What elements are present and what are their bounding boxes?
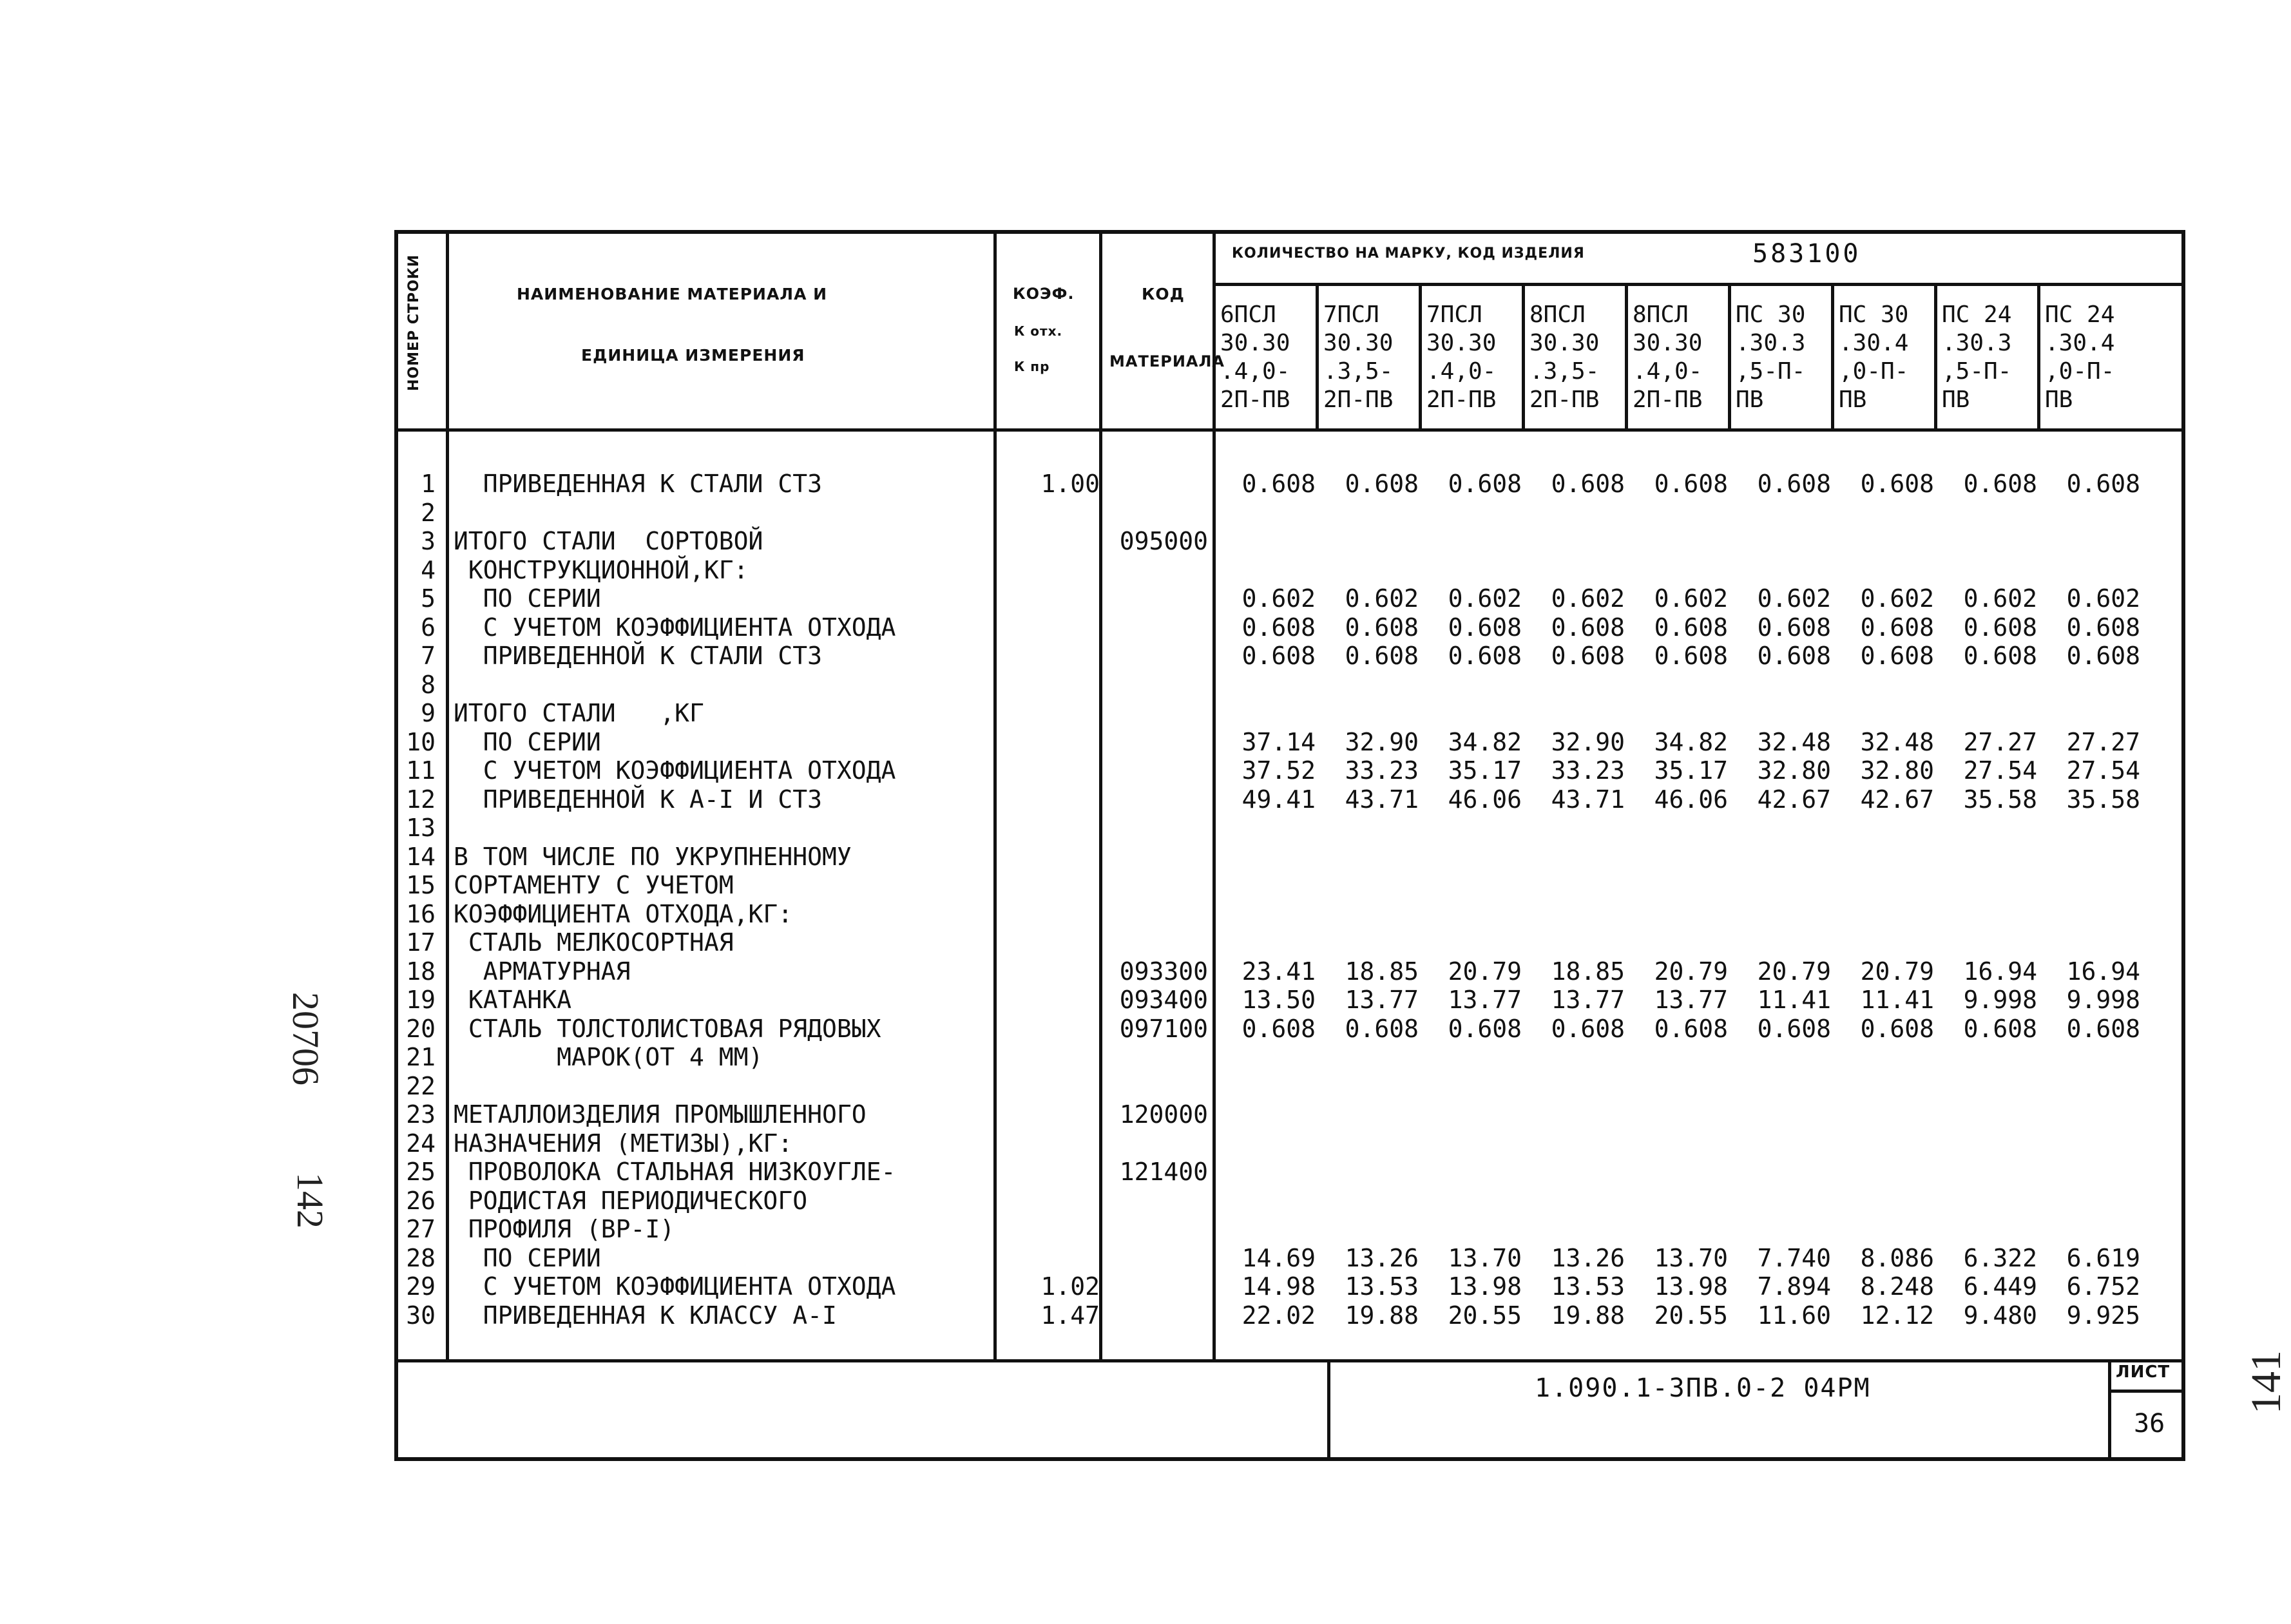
column-header-line: 2П-ПВ [1220, 387, 1290, 413]
row-number: 3 [421, 527, 436, 555]
quantity-value: 0.608 [1345, 613, 1419, 642]
table-row [394, 1100, 2185, 1129]
quantity-value: 0.608 [1963, 1014, 2037, 1043]
quantity-value: 0.602 [1757, 584, 1831, 613]
table-row [394, 470, 2185, 498]
quantity-value: 0.602 [1654, 584, 1728, 613]
quantity-value: 0.608 [2066, 470, 2140, 498]
name-header-line1: НАИМЕНОВАНИЕ МАТЕРИАЛА И [517, 285, 828, 303]
material-name: С УЧЕТОМ КОЭФФИЦИЕНТА ОТХОДА [454, 756, 896, 785]
table-row [394, 1215, 2185, 1243]
row-number: 17 [406, 928, 436, 957]
table-row [394, 986, 2185, 1014]
table-row [394, 613, 2185, 642]
row-number: 22 [406, 1071, 436, 1100]
row-number: 7 [421, 642, 436, 670]
material-code: 093300 [1119, 957, 1208, 986]
margin-note-left-a: 20706 [285, 992, 327, 1085]
quantity-value: 46.06 [1448, 785, 1522, 814]
quantity-value: 49.41 [1241, 785, 1316, 814]
quantity-value: 0.608 [1860, 613, 1934, 642]
row-number: 19 [406, 986, 436, 1014]
column-header-line: ПВ [1942, 387, 1970, 413]
column-header-line: 6ПСЛ [1220, 301, 1276, 328]
quantity-value: 0.602 [1963, 584, 2037, 613]
quantity-value: 16.94 [1963, 957, 2037, 986]
quantity-value: 43.71 [1551, 785, 1625, 814]
material-name: ПРОФИЛЯ (ВР-I) [454, 1215, 675, 1243]
quantity-value: 0.608 [1654, 470, 1728, 498]
column-header-line: ПС 30 [1736, 301, 1806, 328]
column-header-line: ПВ [1839, 387, 1867, 413]
column-header-line: 7ПСЛ [1426, 301, 1482, 328]
quantity-value: 0.608 [1448, 613, 1522, 642]
quantity-value: 0.608 [1757, 642, 1831, 670]
table-row [394, 756, 2185, 785]
quantity-value: 0.608 [1448, 642, 1522, 670]
column-header-line: .3,5- [1529, 358, 1600, 385]
row-number: 20 [406, 1014, 436, 1043]
coefficient: 1.02 [1040, 1272, 1100, 1301]
coef-header-line2: К отх. [1014, 323, 1063, 339]
column-header-line: 30.30 [1426, 330, 1497, 356]
quantity-value: 0.608 [1345, 470, 1419, 498]
quantity-value: 13.77 [1551, 986, 1625, 1014]
column-header-line: ,5-П- [1736, 358, 1806, 385]
margin-note-left-b: 142 [289, 1172, 331, 1228]
quantity-value: 43.71 [1345, 785, 1419, 814]
quantity-value: 37.14 [1241, 727, 1316, 756]
name-header-line2: ЕДИНИЦА ИЗМЕРЕНИЯ [581, 346, 805, 365]
coef-header-line1: КОЭФ. [1013, 285, 1075, 303]
material-name: ПРИВЕДЕННОЙ К А-I И СТЗ [454, 785, 822, 814]
quantity-value: 32.80 [1757, 756, 1831, 785]
quantity-value: 0.602 [1241, 584, 1316, 613]
row-number: 24 [406, 1129, 436, 1158]
sheetbox-line [2108, 1390, 2185, 1393]
quantity-value: 0.608 [1241, 642, 1316, 670]
row-number: 26 [406, 1186, 436, 1215]
sheet-number: 36 [2134, 1409, 2165, 1438]
coefficient: 1.00 [1040, 470, 1100, 498]
quantity-value: 7.894 [1757, 1272, 1831, 1301]
row-number: 25 [406, 1158, 436, 1186]
document-sheet [394, 230, 2187, 1462]
column-header [1839, 301, 1935, 414]
quantity-value: 9.998 [2066, 986, 2140, 1014]
quantity-value: 0.608 [1551, 1014, 1625, 1043]
material-name: КОНСТРУКЦИОННОЙ,КГ: [454, 555, 749, 584]
quantity-value: 33.23 [1345, 756, 1419, 785]
quantity-value: 0.602 [2066, 584, 2140, 613]
material-name: МЕТАЛЛОИЗДЕЛИЯ ПРОМЫШЛЕННОГО [454, 1100, 867, 1129]
quantity-value: 14.69 [1241, 1243, 1316, 1272]
table-row [394, 642, 2185, 670]
coef-header-line3: К пр [1014, 359, 1050, 374]
column-header-line: 2П-ПВ [1529, 387, 1600, 413]
quantity-value: 35.58 [1963, 785, 2037, 814]
material-code: 097100 [1119, 1014, 1208, 1043]
column-header-line: ПС 30 [1839, 301, 1909, 328]
material-name: ПРОВОЛОКА СТАЛЬНАЯ НИЗКОУГЛЕ- [454, 1158, 896, 1186]
margin-note-right: 141 [2243, 1350, 2290, 1414]
titleblock-divider [1327, 1359, 1330, 1461]
quantity-value: 18.85 [1551, 957, 1625, 986]
quantity-value: 0.608 [1448, 1014, 1522, 1043]
table-row [394, 1272, 2185, 1301]
quantity-value: 0.608 [1757, 470, 1831, 498]
quantity-value: 6.449 [1963, 1272, 2037, 1301]
material-name: СТАЛЬ МЕЛКОСОРТНАЯ [454, 928, 734, 957]
quantity-value: 0.602 [1551, 584, 1625, 613]
quantity-value: 0.608 [1963, 642, 2037, 670]
material-code: 120000 [1119, 1100, 1208, 1129]
quantity-value: 6.752 [2066, 1272, 2140, 1301]
quantity-value: 0.608 [1654, 642, 1728, 670]
table-row [394, 957, 2185, 986]
material-name: С УЧЕТОМ КОЭФФИЦИЕНТА ОТХОДА [454, 1272, 896, 1301]
quantity-value: 42.67 [1860, 785, 1934, 814]
table-row [394, 728, 2185, 756]
quantity-value: 13.26 [1551, 1243, 1625, 1272]
quantity-value: 0.608 [2066, 1014, 2140, 1043]
quantity-value: 20.79 [1654, 957, 1728, 986]
quantity-value: 0.608 [1757, 613, 1831, 642]
quantity-value: 22.02 [1241, 1301, 1316, 1330]
quantity-value: 0.608 [1241, 613, 1316, 642]
material-name: СТАЛЬ ТОЛСТОЛИСТОВАЯ РЯДОВЫХ [454, 1014, 881, 1043]
quantity-value: 0.608 [1551, 642, 1625, 670]
quantity-value: 0.608 [1860, 642, 1934, 670]
material-name: НАЗНАЧЕНИЯ (МЕТИЗЫ),КГ: [454, 1129, 793, 1158]
quantity-value: 0.608 [1963, 470, 2037, 498]
material-name: РОДИСТАЯ ПЕРИОДИЧЕСКОГО [454, 1186, 808, 1215]
qty-header: КОЛИЧЕСТВО НА МАРКУ, КОД ИЗДЕЛИЯ [1232, 245, 1585, 262]
quantity-value: 13.26 [1345, 1243, 1419, 1272]
quantity-value: 35.17 [1448, 756, 1522, 785]
row-number: 11 [406, 756, 436, 785]
quantity-value: 32.80 [1860, 756, 1934, 785]
quantity-value: 11.41 [1860, 986, 1934, 1014]
quantity-value: 35.58 [2066, 785, 2140, 814]
column-header-line: .4,0- [1220, 358, 1290, 385]
quantity-value: 20.79 [1860, 957, 1934, 986]
quantity-value: 6.619 [2066, 1243, 2140, 1272]
quantity-value: 34.82 [1448, 727, 1522, 756]
document-code: 1.090.1-3ПВ.0-2 04РМ [1535, 1373, 1871, 1403]
column-header-line: ПВ [1736, 387, 1764, 413]
column-header-line: 8ПСЛ [1633, 301, 1689, 328]
material-name: ИТОГО СТАЛИ ,КГ [454, 699, 704, 727]
quantity-value: 13.70 [1448, 1243, 1522, 1272]
column-header-line: 2П-ПВ [1323, 387, 1394, 413]
column-header-line: 8ПСЛ [1529, 301, 1586, 328]
quantity-value: 12.12 [1860, 1301, 1934, 1330]
quantity-value: 42.67 [1757, 785, 1831, 814]
table-row [394, 1072, 2185, 1100]
column-header [1942, 301, 2038, 414]
column-header [1736, 301, 1832, 414]
sheet-label: ЛИСТ [2116, 1362, 2171, 1382]
table-row [394, 527, 2185, 555]
quantity-value: 18.85 [1345, 957, 1419, 986]
quantity-value: 0.608 [2066, 613, 2140, 642]
quantity-value: 14.98 [1241, 1272, 1316, 1301]
column-header-line: .4,0- [1426, 358, 1497, 385]
quantity-value: 0.608 [1860, 1014, 1934, 1043]
product-code: 583100 [1752, 239, 1861, 269]
row-number: 18 [406, 957, 436, 986]
table-row [394, 1244, 2185, 1272]
quantity-value: 13.77 [1654, 986, 1728, 1014]
quantity-value: 34.82 [1654, 727, 1728, 756]
quantity-value: 13.53 [1345, 1272, 1419, 1301]
quantity-value: 27.54 [1963, 756, 2037, 785]
quantity-value: 0.608 [1757, 1014, 1831, 1043]
quantity-value: 32.90 [1551, 727, 1625, 756]
quantity-value: 0.608 [1963, 613, 2037, 642]
column-header-line: ,0-П- [1839, 358, 1909, 385]
material-code: 095000 [1119, 527, 1208, 555]
column-header-line: 2П-ПВ [1426, 387, 1497, 413]
column-header [1426, 301, 1523, 414]
row-number: 30 [406, 1301, 436, 1330]
quantity-value: 32.48 [1860, 727, 1934, 756]
row-number: 9 [421, 699, 436, 727]
column-header-line: ПС 24 [2045, 301, 2115, 328]
table-row [394, 1158, 2185, 1186]
row-number: 2 [421, 498, 436, 527]
column-header [2045, 301, 2142, 414]
material-name: ПО СЕРИИ [454, 584, 601, 613]
column-header-line: 30.30 [1220, 330, 1290, 356]
quantity-value: 0.608 [1860, 470, 1934, 498]
quantity-value: 6.322 [1963, 1243, 2037, 1272]
material-name: ПО СЕРИИ [454, 727, 601, 756]
quantity-value: 20.55 [1654, 1301, 1728, 1330]
table-row [394, 785, 2185, 814]
quantity-value: 13.98 [1448, 1272, 1522, 1301]
table-row [394, 814, 2185, 842]
header-bottom-line [394, 428, 2185, 432]
quantity-value: 0.608 [1345, 642, 1419, 670]
quantity-value: 7.740 [1757, 1243, 1831, 1272]
quantity-value: 20.79 [1448, 957, 1522, 986]
table-row [394, 928, 2185, 957]
quantity-value: 16.94 [2066, 957, 2140, 986]
quantity-value: 19.88 [1345, 1301, 1419, 1330]
material-name: ПРИВЕДЕННАЯ К СТАЛИ СТЗ [454, 470, 822, 498]
column-header-line: ПВ [2045, 387, 2073, 413]
coefficient: 1.47 [1040, 1301, 1100, 1330]
row-number: 6 [421, 613, 436, 642]
quantity-value: 27.27 [1963, 727, 2037, 756]
code-header-line2: МАТЕРИАЛА [1109, 352, 1225, 370]
material-name: МАРОК(ОТ 4 ММ) [454, 1043, 763, 1071]
quantity-value: 23.41 [1241, 957, 1316, 986]
column-header-line: .4,0- [1633, 358, 1703, 385]
column-header-line: ,5-П- [1942, 358, 2012, 385]
row-number: 21 [406, 1043, 436, 1071]
quantity-value: 13.98 [1654, 1272, 1728, 1301]
row-number: 28 [406, 1243, 436, 1272]
material-code: 121400 [1119, 1158, 1208, 1186]
quantity-value: 46.06 [1654, 785, 1728, 814]
quantity-value: 32.90 [1345, 727, 1419, 756]
row-number: 12 [406, 785, 436, 814]
body-bottom-line [394, 1359, 2185, 1362]
material-name: ПО СЕРИИ [454, 1243, 601, 1272]
row-number: 10 [406, 727, 436, 756]
quantity-value: 13.77 [1345, 986, 1419, 1014]
column-header [1529, 301, 1626, 414]
quantity-value: 13.50 [1241, 986, 1316, 1014]
quantity-value: 19.88 [1551, 1301, 1625, 1330]
material-name: ИТОГО СТАЛИ СОРТОВОЙ [454, 527, 763, 555]
material-name: В ТОМ ЧИСЛЕ ПО УКРУПНЕННОМУ [454, 842, 852, 871]
quantity-value: 0.602 [1448, 584, 1522, 613]
quantity-value: 27.54 [2066, 756, 2140, 785]
material-name: ПРИВЕДЕННОЙ К СТАЛИ СТЗ [454, 642, 822, 670]
row-number: 23 [406, 1100, 436, 1129]
quantity-value: 35.17 [1654, 756, 1728, 785]
table-row [394, 1187, 2185, 1215]
quantity-value: 8.248 [1860, 1272, 1934, 1301]
column-header [1220, 301, 1317, 414]
quantity-value: 20.55 [1448, 1301, 1522, 1330]
row-number: 16 [406, 899, 436, 928]
table-row [394, 1129, 2185, 1158]
quantity-value: 0.608 [1551, 613, 1625, 642]
quantity-value: 0.608 [1345, 1014, 1419, 1043]
row-number: 29 [406, 1272, 436, 1301]
table-row [394, 1015, 2185, 1043]
quantity-value: 0.602 [1860, 584, 1934, 613]
table-row [394, 900, 2185, 928]
table-row [394, 699, 2185, 727]
quantity-value: 9.998 [1963, 986, 2037, 1014]
material-name: СОРТАМЕНТУ С УЧЕТОМ [454, 871, 734, 899]
row-number: 27 [406, 1215, 436, 1243]
quantity-value: 0.608 [1654, 1014, 1728, 1043]
row-number: 15 [406, 871, 436, 899]
row-number: 1 [421, 470, 436, 498]
column-header [1323, 301, 1420, 414]
material-name: ПРИВЕДЕННАЯ К КЛАССУ А-I [454, 1301, 837, 1330]
table-row [394, 843, 2185, 871]
table-row [394, 499, 2185, 527]
quantity-value: 33.23 [1551, 756, 1625, 785]
material-name: С УЧЕТОМ КОЭФФИЦИЕНТА ОТХОДА [454, 613, 896, 642]
quantity-value: 9.480 [1963, 1301, 2037, 1330]
quantity-value: 32.48 [1757, 727, 1831, 756]
quantity-value: 37.52 [1241, 756, 1316, 785]
column-header-line: 2П-ПВ [1633, 387, 1703, 413]
row-number: 14 [406, 842, 436, 871]
table-row [394, 584, 2185, 613]
material-code: 093400 [1119, 986, 1208, 1014]
column-header-line: .30.3 [1736, 330, 1806, 356]
column-header-line: .3,5- [1323, 358, 1394, 385]
table-row [394, 871, 2185, 899]
column-header [1633, 301, 1729, 414]
column-header-line: 30.30 [1323, 330, 1394, 356]
code-header-line1: КОД [1142, 285, 1185, 303]
table-row [394, 1301, 2185, 1330]
quantity-value: 0.608 [1448, 470, 1522, 498]
material-name: КАТАНКА [454, 986, 572, 1014]
row-number: 8 [421, 670, 436, 699]
quantity-value: 0.608 [1551, 470, 1625, 498]
quantity-value: 0.602 [1345, 584, 1419, 613]
column-header-line: ,0-П- [2045, 358, 2115, 385]
quantity-value: 9.925 [2066, 1301, 2140, 1330]
quantity-value: 0.608 [1241, 470, 1316, 498]
quantity-value: 13.53 [1551, 1272, 1625, 1301]
table-row [394, 556, 2185, 584]
column-header-line: 7ПСЛ [1323, 301, 1379, 328]
row-number: 5 [421, 584, 436, 613]
quantity-value: 27.27 [2066, 727, 2140, 756]
column-header-line: .30.4 [2045, 330, 2115, 356]
quantity-value: 0.608 [1241, 1014, 1316, 1043]
quantity-value: 13.70 [1654, 1243, 1728, 1272]
column-header-line: .30.3 [1942, 330, 2012, 356]
quantity-value: 11.60 [1757, 1301, 1831, 1330]
quantity-value: 13.77 [1448, 986, 1522, 1014]
qty-header-line [1213, 283, 2185, 286]
column-header-line: 30.30 [1633, 330, 1703, 356]
row-number: 4 [421, 555, 436, 584]
sheetbox-divider [2108, 1359, 2111, 1461]
quantity-value: 20.79 [1757, 957, 1831, 986]
quantity-value: 0.608 [1654, 613, 1728, 642]
quantity-value: 11.41 [1757, 986, 1831, 1014]
row-number-header: НОМЕР СТРОКИ [406, 254, 422, 391]
column-header-line: 30.30 [1529, 330, 1600, 356]
material-name: КОЭФФИЦИЕНТА ОТХОДА,КГ: [454, 899, 793, 928]
row-number: 13 [406, 814, 436, 842]
quantity-value: 0.608 [2066, 642, 2140, 670]
table-row [394, 671, 2185, 699]
table-row [394, 1043, 2185, 1071]
quantity-value: 8.086 [1860, 1243, 1934, 1272]
column-header-line: .30.4 [1839, 330, 1909, 356]
material-name: АРМАТУРНАЯ [454, 957, 631, 986]
column-header-line: ПС 24 [1942, 301, 2012, 328]
